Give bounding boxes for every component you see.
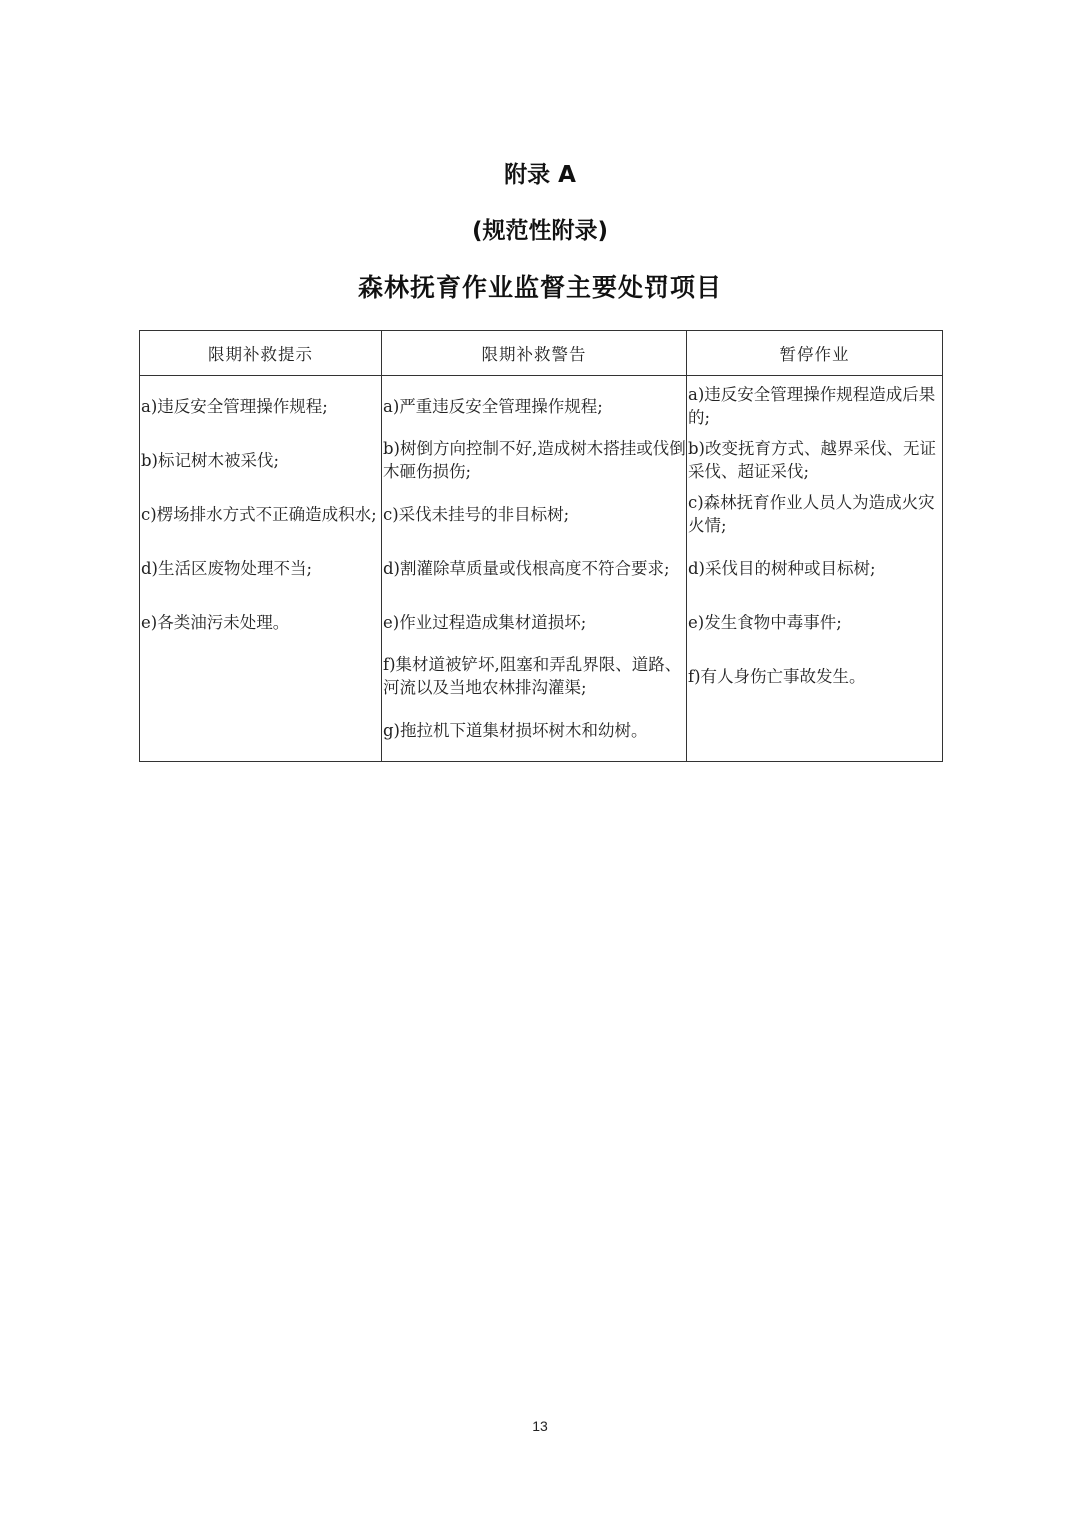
remedy-notice-column (140, 376, 382, 762)
list-item: f)有人身伤亡事故发生。 (688, 666, 866, 686)
header-remedy-warning: 限期补救警告 (382, 331, 687, 376)
list-item: a)违反安全管理操作规程造成后果的; (688, 385, 936, 427)
list-item: e)各类油污未处理。 (141, 612, 290, 632)
normative-appendix-note: (规范性附录) (471, 218, 609, 244)
list-item: f)集材道被铲坏,阻塞和弄乱界限、道路、河流以及当地农林排沟灌渠; (383, 655, 682, 697)
page-number: 13 (532, 1418, 548, 1434)
penalty-items-table (139, 330, 943, 762)
header-remedy-notice: 限期补救提示 (140, 331, 382, 376)
list-item: d)割灌除草质量或伐根高度不符合要求; (383, 558, 670, 578)
document-title: 森林抚育作业监督主要处罚项目 (357, 273, 722, 302)
list-item: c)楞场排水方式不正确造成积水; (141, 504, 377, 524)
list-item: c)采伐未挂号的非目标树; (383, 504, 570, 524)
list-item: d)生活区废物处理不当; (141, 558, 313, 578)
table-header-row (140, 331, 943, 376)
list-item: d)采伐目的树种或目标树; (688, 558, 876, 578)
list-item: b)改变抚育方式、越界采伐、无证采伐、超证采伐; (688, 439, 936, 481)
list-item: e)作业过程造成集材道损坏; (383, 612, 587, 632)
list-item: b)标记树木被采伐; (141, 450, 280, 470)
list-item: a)违反安全管理操作规程; (141, 396, 328, 416)
list-item: a)严重违反安全管理操作规程; (383, 396, 603, 416)
list-item: g)拖拉机下道集材损坏树木和幼树。 (383, 720, 648, 740)
list-item: c)森林抚育作业人员人为造成火灾火情; (688, 493, 935, 535)
suspend-operation-column (687, 376, 943, 762)
list-item: e)发生食物中毒事件; (688, 612, 842, 632)
header-suspend-operation: 暂停作业 (687, 331, 943, 376)
list-item: b)树倒方向控制不好,造成树木搭挂或伐倒木砸伤损伤; (383, 439, 686, 481)
appendix-title: 附录 A (504, 162, 576, 188)
remedy-warning-column (382, 376, 687, 762)
table-body-row (140, 376, 943, 762)
